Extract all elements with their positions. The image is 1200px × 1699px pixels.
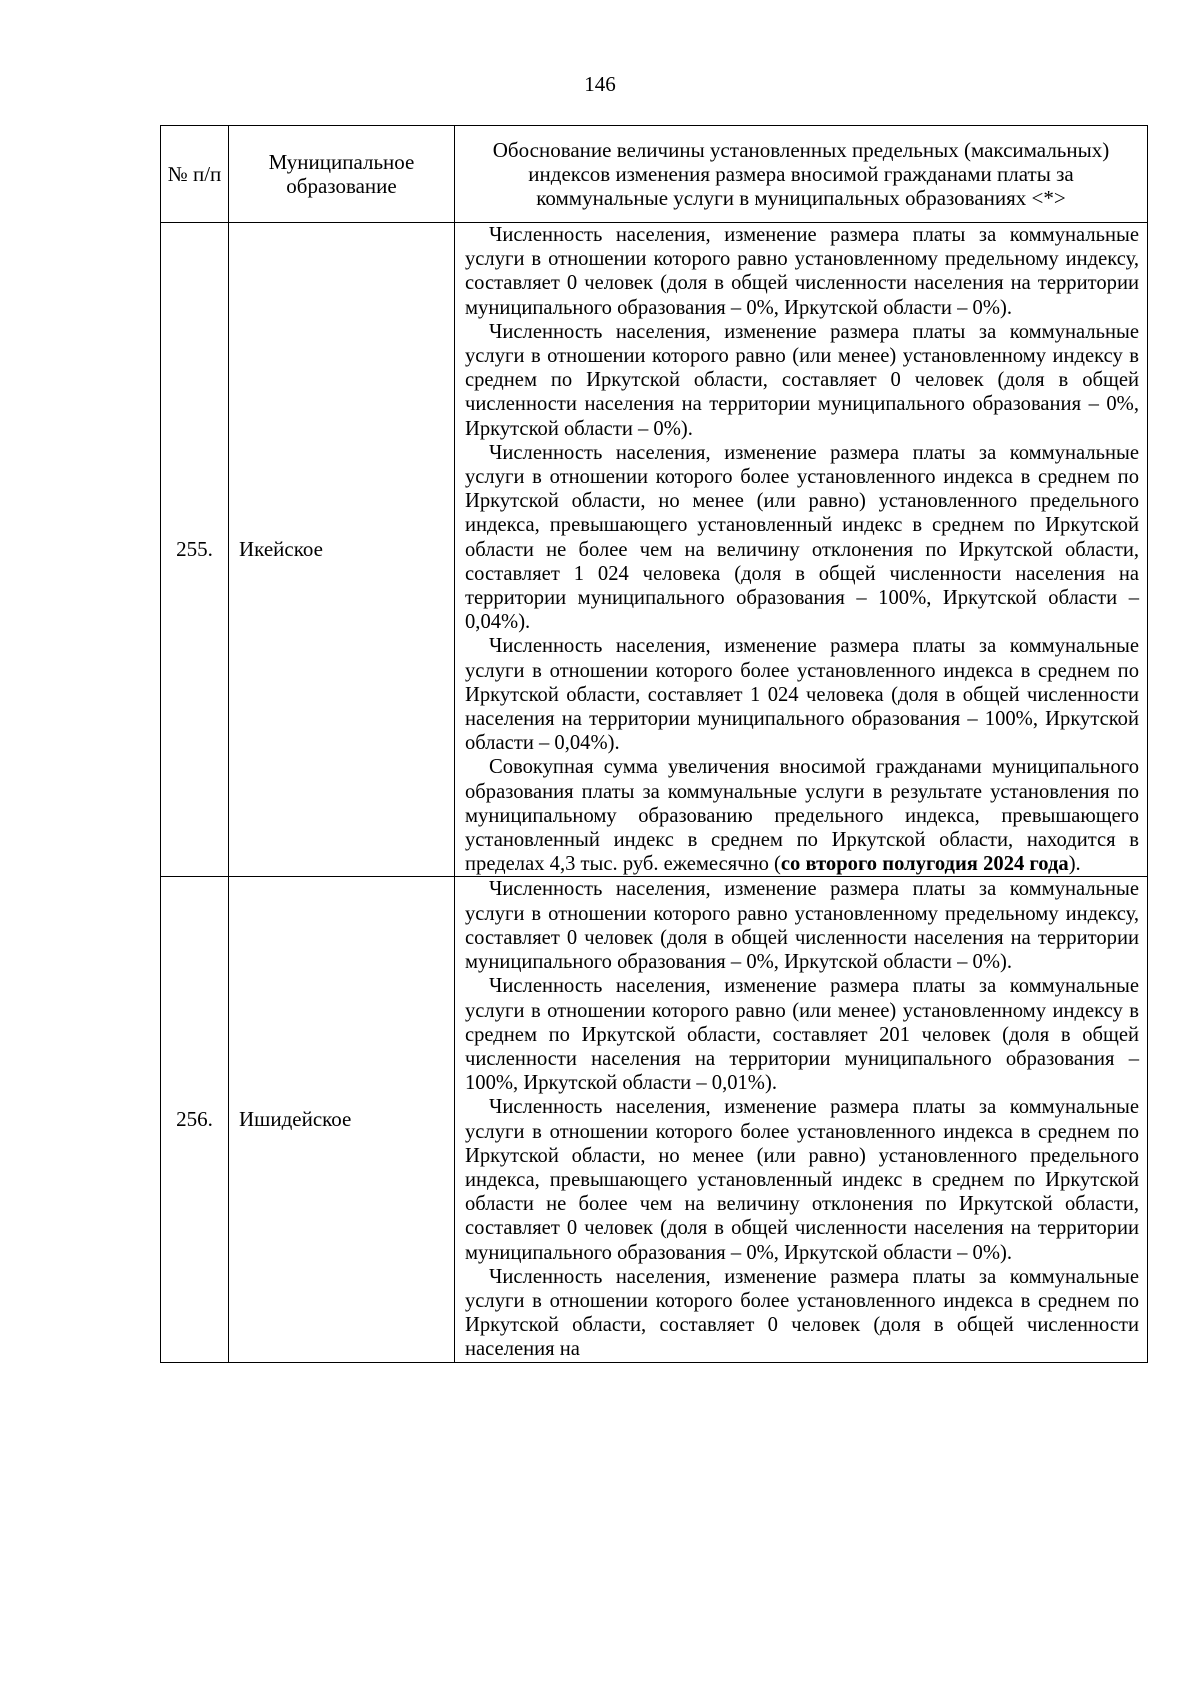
justification-cell [455, 223, 1148, 877]
municipality-name: Ишидейское [229, 877, 455, 1362]
table-row [161, 223, 1148, 877]
summary-paragraph [465, 755, 1139, 876]
header-justification: Обоснование величины установленных предельных (максимальных) индексов изменения размера вносимой гражданами платы за коммунальные услуги в муниципальных образованиях <*> [455, 126, 1148, 223]
table-header [161, 126, 1148, 223]
justification-cell [455, 877, 1148, 1362]
justification-paragraph: Численность населения, изменение размера платы за коммунальные услуги в отношении которого равно (или менее) установленному индексу в среднем по Иркутской области, составляет 201 человек (доля в общей численности населения на территории муниципального образования – 100%, Иркутской области – 0,01%). [465, 975, 1139, 1095]
row-number: 255. [161, 223, 229, 877]
justification-paragraph: Численность населения, изменение размера платы за коммунальные услуги в отношении которого равно установленному предельному индексу, составляет 0 человек (доля в общей численности населения на территории муниципального образования – 0%, Иркутской области – 0%). [465, 224, 1139, 319]
justification-paragraph: Численность населения, изменение размера платы за коммунальные услуги в отношении которого более установленного индекса в среднем по Иркутской области, но менее (или равно) установленного предельного индекса, превышающего установленный индекс в среднем по Иркутской области не более чем на величину отклонения по Иркутской области, составляет 1 024 человека (доля в общей численности населения на территории муниципального образования – 100%, Иркутской области – 0,04%). [465, 441, 1139, 634]
summary-end: ). [1068, 853, 1081, 876]
justification-paragraph: Численность населения, изменение размера платы за коммунальные услуги в отношении которого более установленного индекса в среднем по Иркутской области, но менее (или равно) установленного предельного индекса, превышающего установленный индекс в среднем по Иркутской области не более чем на величину отклонения по Иркутской области, составляет 0 человек (доля в общей численности населения на территории муниципального образования – 0%, Иркутской области – 0%). [465, 1096, 1139, 1264]
justification-paragraph: Численность населения, изменение размера платы за коммунальные услуги в отношении которого более установленного индекса в среднем по Иркутской области, составляет 0 человек (доля в общей численности населения на [465, 1265, 1139, 1361]
justification-paragraph: Численность населения, изменение размера платы за коммунальные услуги в отношении которого равно (или менее) установленному индексу в среднем по Иркутской области, составляет 0 человек (доля в общей численности населения на территории муниципального образования – 0%, Иркутской области – 0%). [465, 320, 1139, 440]
tariff-index-table [160, 125, 1148, 1363]
table-row [161, 877, 1148, 1362]
header-num: № п/п [161, 126, 229, 223]
summary-period: со второго полугодия 2024 года [780, 853, 1069, 876]
summary-text: Совокупная сумма увеличения вносимой гражданами муниципального образования платы за коммунальные услуги в результате установления по муниципальному образованию предельного индекса, превышающего установленный индекс в среднем по Иркутской области, находится в пределах 4,3 тыс. руб. ежемесячно ( [465, 756, 1139, 876]
row-number: 256. [161, 877, 229, 1362]
header-municipality: Муниципальное образование [229, 126, 455, 223]
page-number: 146 [584, 72, 616, 96]
municipality-name: Икейское [229, 223, 455, 877]
justification-paragraph: Численность населения, изменение размера платы за коммунальные услуги в отношении которого равно установленному предельному индексу, составляет 0 человек (доля в общей численности населения на территории муниципального образования – 0%, Иркутской области – 0%). [465, 878, 1139, 974]
justification-paragraph: Численность населения, изменение размера платы за коммунальные услуги в отношении которого более установленного индекса в среднем по Иркутской области, составляет 1 024 человека (доля в общей численности населения на территории муниципального образования – 100%, Иркутской области – 0,04%). [465, 635, 1139, 755]
